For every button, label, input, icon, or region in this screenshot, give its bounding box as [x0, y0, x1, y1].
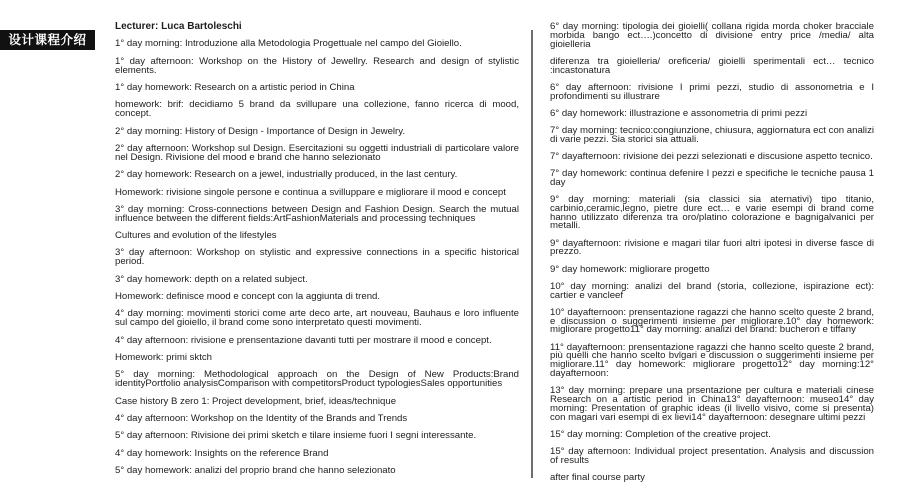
schedule-entry: 1° day morning: Introduzione alla Metodologia Progettuale nel campo del Gioiello.	[115, 38, 462, 50]
schedule-entry: Case history B zero 1: Project development, brief, ideas/technique	[115, 395, 397, 407]
schedule-entry: diferenza tra gioielleria/ oreficeria/ gioielli sperimentali ect… tecnico :incastonatura	[550, 55, 874, 76]
schedule-entry: 5° day morning: Methodological approach on the Design of New Products:Brand identityPortfolio analysisComparison with competitorsProduct typologiesSales opportunities	[115, 369, 519, 390]
schedule-entry: 3° day afternoon: Workshop on stylistic and expressive connections in a specific historical period.	[115, 247, 519, 268]
schedule-entry: Homework: definisce mood e concept con la aggiunta di trend.	[115, 291, 381, 303]
schedule-entry: 5° day homework: analizi del proprio brand che hanno selezionato	[115, 465, 396, 477]
schedule-entry: 7° day morning: tecnico:congiunzione, chiusura, aggiornatura ect con analizi di varie pezzi. Sia storici sia attuali.	[550, 124, 874, 145]
schedule-entry: 6° day homework: illustrazione e assonometria di primi pezzi	[550, 107, 808, 119]
schedule-entry: 4° day homework: Insights on the reference Brand	[115, 447, 329, 459]
schedule-entry: 7° dayafternoon: rivisione dei pezzi selezionati e discusione aspetto tecnico.	[550, 150, 873, 162]
schedule-entry: Cultures and evolution of the lifestyles	[115, 230, 277, 242]
schedule-entry: 13° day morning: prepare una prsentazione per cultura e materiali cinese Research on a artistic period in China13° dayafternoon: museo14° day morning: Presentation of graphic ideas (il livello visivo, come si presenta) con magari vari esempi di ex lievi14° dayafternoon: desegnare ultimi pezzi	[550, 385, 874, 423]
schedule-entry: Homework: rivisione singole persone e continua a svilluppare e migliorare il mood e concept	[115, 186, 506, 198]
schedule-entry: 3° day homework: depth on a related subject.	[115, 273, 308, 285]
column-divider	[531, 30, 533, 478]
schedule-entry: 10° dayafternoon: prensentazione ragazzi che hanno scelto queste 2 brand, e discussion o suggerimenti insieme per migliorare.10° day homework: migliorare progetto11° day morning: analizi del brand: bucheron e tiffany	[550, 306, 874, 336]
page-title: 设计课程介绍	[0, 30, 95, 50]
schedule-entry: 6° day afternoon: rivisione I primi pezzi, studio di assonometria e I profondimenti su illustrare	[550, 81, 874, 102]
schedule-entry: 6° day morning: tipologia dei gioielli( collana rigida morda choker bracciale morbida bango ect….)concetto di divisione entry price /media/ alta gioielleria	[550, 21, 874, 50]
schedule-entry: 11° dayafternoon: prensentazione ragazzi che hanno scelto queste 2 brand, più quelli che hanno scelto bvlgari e discussion o suggerimenti insieme per migliorare.11° day homework: migliorare progetto12° day morning:12° dayafternoon:	[550, 341, 874, 379]
lecturer-name: Lecturer: Luca Bartoleschi	[115, 21, 242, 32]
schedule-entry: 15° day morning: Completion of the creative project.	[550, 428, 771, 440]
schedule-entry: 2° day homework: Research on a jewel, industrially produced, in the last century.	[115, 169, 458, 181]
schedule-entry: 9° day homework: migliorare progetto	[550, 263, 710, 275]
schedule-entry: 4° day morning: movimenti storici come arte deco arte, art nouveau, Bauhaus e loro influente sul campo del gioiello, il brand come sono interpretato questi movimenti.	[115, 308, 519, 329]
schedule-entry: 4° day afternoon: rivisione e prensentazione davanti tutti per mostrare il mood e concept.	[115, 334, 492, 346]
schedule-entry: 9° dayafternoon: rivisione e magari tilar fuori altri ipotesi in diverse fasce di prezzo.	[550, 237, 874, 258]
schedule-entry: 1° day afternoon: Workshop on the History of Jewellry. Research and design of stylistic elements.	[115, 55, 519, 76]
schedule-entry: 2° day morning: History of Design - Importance of Design in Jewelry.	[115, 125, 405, 137]
schedule-entry: homework: brif: decidiamo 5 brand da svillupare una collezione, fanno ricerca di mood, concept.	[115, 99, 519, 120]
right-column	[550, 23, 874, 491]
schedule-entry: 5° day afternoon: Rivisione dei primi sketch e tilare insieme fuori I segni interessante.	[115, 430, 477, 442]
schedule-entry: 7° day homework: continua defenire I pezzi e specifiche le tecniche pausa 1 day	[550, 168, 874, 188]
schedule-entry: 4° day afternoon: Workshop on the Identity of the Brands and Trends	[115, 413, 408, 424]
schedule-entry: 2° day afternoon: Workshop sul Design. Esercitazioni su oggetti industriali di particolare valore nel Design. Rivisione del mood e brand che hanno selezionato	[115, 142, 519, 163]
schedule-entry: 15° day afternoon: Individual project presentation. Analysis and discussion of results	[550, 445, 874, 466]
schedule-entry: 10° day morning: analizi del brand (storia, collezione, ispirazione ect): cartier e vancleef	[550, 280, 874, 301]
schedule-entry: Homework: primi sktch	[115, 352, 213, 364]
schedule-entry: after final course party	[550, 471, 645, 483]
left-column	[115, 23, 519, 485]
schedule-entry: 3° day morning: Cross-connections between Design and Fashion Design. Search the mutual influence between the different fields:ArtFashionMaterials and processing techniques	[115, 203, 519, 224]
schedule-entry: 1° day homework: Research on a artistic period in China	[115, 81, 355, 93]
schedule-entry: 9° day morning: materiali (sia classici sia aternativi) tipo titanio, carbinio,ceramic,legno, pietre dure ect… e varie esempi di brand come hanno utilizzato diferenza tra oro/platino colorazione e bagnigalvanici per metalli.	[550, 194, 874, 232]
